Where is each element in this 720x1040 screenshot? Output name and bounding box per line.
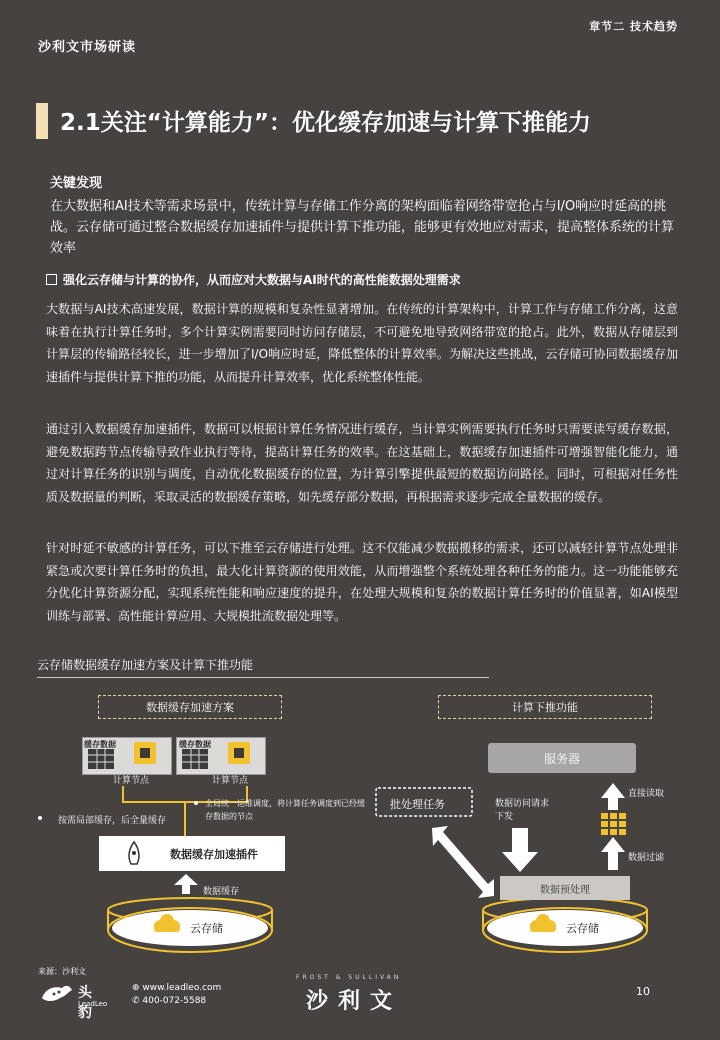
- leadleo-logo: [40, 982, 108, 1021]
- footer-contact: [132, 982, 221, 1008]
- paragraph-3: 针对时延不敏感的计算任务，可以下推至云存储进行处理。这不仅能减少数据搬移的需求，还可以减轻计算节点处理非紧急或次要计算任务时的负担，最大化计算资源的使用效能，从而增强整个系统处理各种任务的能力。这一功能能够充分优化计算资源分配，实现系统性能和响应速度的提升，在处理大规模和复杂的数据计算任务时的价值显著，如AI模型训练与部署、高性能计算应用、大规模批流数据处理等。: [46, 541, 678, 623]
- paragraph-2: 通过引入数据缓存加速插件，数据可以根据计算任务情况进行缓存，当计算实例需要执行任务时只需要读写缓存数据，避免数据跨节点传输导致作业执行等待，提高计算任务的效率。在这基础上，数据缓存加速插件可增强智能化能力，通过对计算任务的识别与调度，自动优化数据缓存的位置，为计算引擎提供最短的数据访问路径。同时，可根据对任务性质及数据量的判断，采取灵活的数据缓存策略，如先缓存部分数据，再根据需求逐步完成全量数据的缓存。: [46, 422, 678, 504]
- server-box: [488, 743, 636, 773]
- data-block-icon: [601, 813, 626, 835]
- sullivan-logo-text: 沙利文: [306, 989, 403, 1014]
- data-access-request-label: 数据访问请求下发: [495, 799, 550, 822]
- chapter-label: 章节二 技术趋势: [589, 20, 678, 33]
- batch-task-label: 批处理任务: [390, 798, 445, 811]
- data-preprocess-box: [500, 876, 630, 900]
- cache-data-label-2: 缓存数据: [179, 740, 211, 749]
- compute-pushdown-label-text: 计算下推功能: [512, 701, 578, 714]
- logo-sub: LeadLeo: [78, 1000, 108, 1008]
- phone-number: 400-072-5588: [142, 996, 207, 1006]
- up-arrow-icon: [174, 874, 198, 894]
- brand-title: 沙利文市场研读: [38, 40, 137, 55]
- logo-text: 头豹: [78, 985, 92, 1021]
- leopard-icon: [40, 982, 74, 1004]
- data-preprocess-label: 数据预处理: [540, 884, 590, 896]
- cache-plugin-label: [152, 844, 276, 864]
- data-cache-label: 数据缓存: [203, 887, 240, 897]
- section-heading-text: 强化云存储与计算的协作，从而应对大数据与AI时代的高性能数据处理需求: [63, 273, 461, 287]
- figure-title: 云存储数据缓存加速方案及计算下推功能: [37, 658, 254, 672]
- note-right: 全局统一运维调度，将计算任务调度到已经缓存数据的节点: [205, 799, 365, 821]
- compute-node-label-2: 计算节点: [212, 776, 249, 786]
- frost-sullivan-text: FROST & SULLIVAN: [296, 974, 402, 981]
- note-left: 按需局部缓存，后全量缓存: [58, 816, 167, 826]
- down-arrow-icon: [502, 828, 538, 872]
- page-number: 10: [636, 985, 650, 998]
- double-arrow-icon: [432, 826, 494, 898]
- direct-read-label: 直接读取: [628, 789, 665, 799]
- up-arrow-icon: [601, 783, 625, 810]
- key-findings-heading: 关键发现: [50, 176, 103, 191]
- cache-scheme-label-text: 数据缓存加速方案: [146, 701, 234, 714]
- key-findings-body: 在大数据和AI技术等需求场景中，传统计算与存储工作分离的架构面临着网络带宽抢占与I/O响应时延高的挑战。云存储可通过整合数据缓存加速插件与提供计算下推功能，能够更有效地应对需求，提高整体系统的计算效率: [50, 199, 675, 256]
- cloud-storage-right-label: 云存储: [566, 922, 599, 935]
- globe-icon: ⊕: [132, 983, 143, 993]
- data-filter-label: 数据过滤: [628, 853, 665, 863]
- paragraph-1: 大数据与AI技术高速发展，数据计算的规模和复杂性显著增加。在传统的计算架构中，计算工作与存储工作分离，这意味着在执行计算任务时，多个计算实例需要同时访问存储层，不可避免地导致网络带宽的抢占。此外，数据从存储层到计算层的传输路径较长，进一步增加了I/O响应时延，降低整体的计算效率。为解决这些挑战，云存储可协同数据缓存加速插件与提供计算下推的功能，从而提升计算效率，优化系统整体性能。: [46, 302, 678, 384]
- compute-node-label-1: 计算节点: [113, 776, 150, 786]
- cache-data-label-1: 缓存数据: [84, 740, 116, 749]
- website-link[interactable]: www.leadleo.com: [142, 983, 222, 993]
- up-arrow-icon: [601, 837, 625, 870]
- source-note: 来源：沙利文: [38, 967, 86, 976]
- cache-plugin-text: 数据缓存加速插件: [170, 848, 258, 861]
- phone-icon: ✆: [132, 996, 143, 1006]
- cloud-storage-left-label: 云存储: [190, 922, 223, 935]
- page-title: 2.1关注“计算能力”：优化缓存加速与计算下推能力: [60, 110, 591, 136]
- server-label: 服务器: [544, 751, 581, 766]
